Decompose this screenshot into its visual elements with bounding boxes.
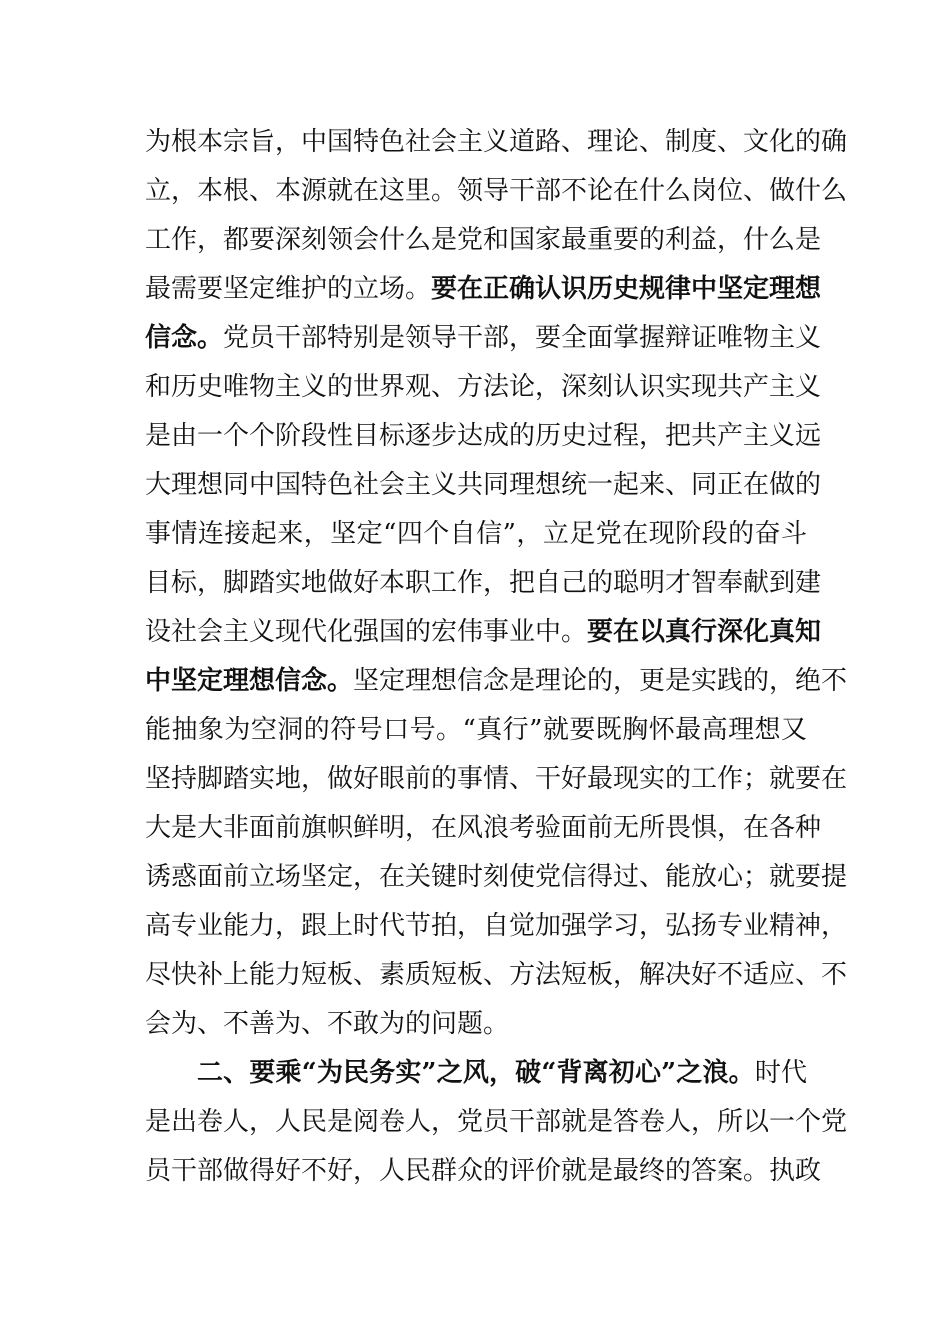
text-run: 尽快补上能力短板、素质短板、方法短板，解决好不适应、不 <box>145 960 848 990</box>
text-line <box>145 1000 807 1049</box>
text-run: 最需要坚定维护的立场。 <box>145 274 432 304</box>
text-run: 是出卷人，人民是阅卷人，党员干部就是答卷人，所以一个党 <box>145 1107 848 1137</box>
bold-text-run: 二、要乘“为民务实”之风，破“背离初心”之浪。 <box>197 1058 755 1088</box>
text-line <box>145 608 822 657</box>
text-line <box>145 1098 848 1147</box>
text-line <box>145 706 807 755</box>
text-run: 坚定理想信念是理论的，更是实践的，绝不 <box>353 666 848 696</box>
text-run: 诱惑面前立场坚定，在关键时刻使党信得过、能放心；就要提 <box>145 862 848 892</box>
text-line <box>145 755 848 804</box>
bold-text-run: 要在正确认识历史规律中坚定理想 <box>431 274 822 304</box>
text-line <box>145 510 807 559</box>
text-line <box>145 118 848 167</box>
text-line <box>145 167 848 216</box>
text-line <box>145 314 822 363</box>
text-line <box>145 1147 822 1196</box>
text-run: 时代 <box>754 1058 807 1088</box>
text-run: 是由一个个阶段性目标逐步达成的历史过程，把共产主义远 <box>145 421 822 451</box>
text-line <box>145 902 848 951</box>
text-line <box>145 363 822 412</box>
text-line <box>145 657 848 706</box>
bold-text-run: 中坚定理想信念。 <box>145 666 354 696</box>
text-run: 大是大非面前旗帜鲜明，在风浪考验面前无所畏惧，在各种 <box>145 813 822 843</box>
bold-text-run: 要在以真行深化真知 <box>587 617 822 647</box>
text-line <box>145 1049 807 1098</box>
paragraph-2 <box>145 1049 848 1196</box>
text-run: 设社会主义现代化强国的宏伟事业中。 <box>145 617 588 647</box>
text-run: 党员干部特别是领导干部，要全面掌握辩证唯物主义 <box>223 323 822 353</box>
text-line <box>145 951 848 1000</box>
text-run: 目标，脚踏实地做好本职工作，把自己的聪明才智奉献到建 <box>145 568 822 598</box>
paragraph-1 <box>145 118 848 1049</box>
text-run: 和历史唯物主义的世界观、方法论，深刻认识实现共产主义 <box>145 372 822 402</box>
text-run: 工作，都要深刻领会什么是党和国家最重要的利益，什么是 <box>145 225 822 255</box>
text-run: 大理想同中国特色社会主义共同理想统一起来、同正在做的 <box>145 470 822 500</box>
text-run: 能抽象为空洞的符号口号。“真行”就要既胸怀最高理想又 <box>145 715 807 745</box>
text-run: 事情连接起来，坚定“四个自信”，立足党在现阶段的奋斗 <box>145 519 807 549</box>
text-run: 坚持脚踏实地，做好眼前的事情、干好最现实的工作；就要在 <box>145 764 848 794</box>
text-line <box>145 853 848 902</box>
text-run: 高专业能力，跟上时代节拍，自觉加强学习，弘扬专业精神， <box>145 911 848 941</box>
text-line <box>145 461 822 510</box>
text-line <box>145 216 822 265</box>
text-line <box>145 559 822 608</box>
text-line <box>145 804 822 853</box>
text-line <box>145 412 822 461</box>
text-line <box>145 265 822 314</box>
document-body <box>145 118 848 1196</box>
text-run: 为根本宗旨，中国特色社会主义道路、理论、制度、文化的确 <box>145 127 848 157</box>
text-run: 会为、不善为、不敢为的问题。 <box>145 1009 510 1039</box>
bold-text-run: 信念。 <box>145 323 224 353</box>
text-run: 员干部做得好不好，人民群众的评价就是最终的答案。执政 <box>145 1156 822 1186</box>
text-run: 立，本根、本源就在这里。领导干部不论在什么岗位、做什么 <box>145 176 848 206</box>
